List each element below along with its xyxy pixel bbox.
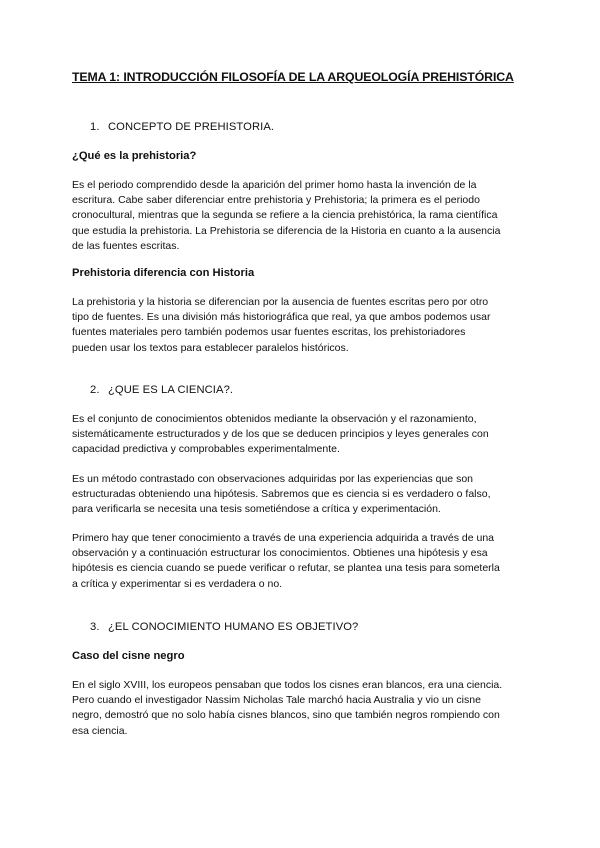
text-line: estructuradas obteniendo una hipótesis. Sabremos que es ciencia si es verdadero o falso, (72, 488, 491, 501)
subheading-prehistoria-diferencia: Prehistoria diferencia con Historia (72, 267, 255, 279)
document-title: TEMA 1: INTRODUCCIÓN FILOSOFÍA DE LA ARQUEOLOGÍA PREHISTÓRICA (72, 70, 514, 84)
text-line: La prehistoria y la historia se diferencian por la ausencia de fuentes escritas pero por otro (72, 296, 489, 308)
section-title: ¿EL CONOCIMIENTO HUMANO ES OBJETIVO? (108, 621, 359, 633)
section-title: CONCEPTO DE PREHISTORIA. (108, 121, 275, 133)
text-line: negro, demostró que no solo había cisnes blancos, sino que también negros rompiendo con (72, 709, 500, 722)
text-line: fuentes materiales pero también podemos usar fuentes escritas, los prehistoriadores (72, 326, 466, 339)
text-line: capacidad predictiva y comprobables experimentalmente. (72, 443, 340, 456)
section-heading-1 (90, 121, 274, 133)
section-number: 1. (90, 121, 100, 133)
text-line: sistemáticamente estructurados y de los que se deducen principios y leyes generales con (72, 428, 489, 441)
text-line: Primero hay que tener conocimiento a través de una experiencia adquirida a través de una (72, 532, 495, 544)
subheading-que-es-prehistoria: ¿Qué es la prehistoria? (72, 150, 197, 162)
text-line: En el siglo XVIII, los europeos pensaban que todos los cisnes eran blancos, era una ciencia. (72, 679, 503, 691)
text-line: observación y a continuación estructurar los conocimientos. Obtienes una hipótesis y esa (72, 547, 488, 560)
paragraph (72, 678, 532, 739)
section-heading-3 (90, 621, 358, 633)
text-line: esa ciencia. (72, 724, 128, 737)
paragraph (72, 412, 532, 458)
text-line: a crítica y experimentar si es verdadera o no. (72, 577, 283, 590)
text-line: escritura. Cabe saber diferenciar entre prehistoria y Prehistoria; la primera es el periodo (72, 194, 480, 207)
paragraph (72, 531, 532, 592)
section-title: ¿QUE ES LA CIENCIA?. (108, 384, 234, 396)
text-line: de las fuentes escritas. (72, 239, 180, 252)
paragraph (72, 178, 532, 254)
section-number: 3. (90, 621, 100, 633)
text-line: que estudia la prehistoria. La Prehistoria se diferencia de la Historia en cuanto a la ausencia (72, 224, 501, 237)
text-line: para verificarla se necesita una tesis sometiéndose a crítica y experimentación. (72, 503, 441, 516)
text-line: hipótesis es ciencia cuando se puede verificar o refutar, se plantea una tesis para someterla (72, 562, 500, 575)
text-line: cronocultural, mientras que la segunda se refiere a la ciencia prehistórica, la rama científica (72, 209, 498, 222)
text-line: Es el conjunto de conocimientos obtenidos mediante la observación y el razonamiento, (72, 413, 477, 425)
text-line: Es un método contrastado con observaciones adquiridas por las experiencias que son (72, 473, 473, 485)
section-number: 2. (90, 384, 100, 396)
text-line: tipo de fuentes. Es una división más historiográfica que real, ya que ambos podemos usar (72, 311, 491, 324)
subheading-cisne-negro: Caso del cisne negro (72, 650, 185, 662)
paragraph (72, 295, 532, 356)
text-line: pueden usar los textos para establecer paralelos históricos. (72, 341, 349, 354)
paragraph (72, 472, 532, 518)
text-line: Pero cuando el investigador Nassim Nicholas Tale marchó hacia Australia y vio un cisne (72, 694, 481, 707)
section-heading-2 (90, 384, 233, 396)
text-line: Es el periodo comprendido desde la aparición del primer homo hasta la invención de la (72, 179, 477, 191)
